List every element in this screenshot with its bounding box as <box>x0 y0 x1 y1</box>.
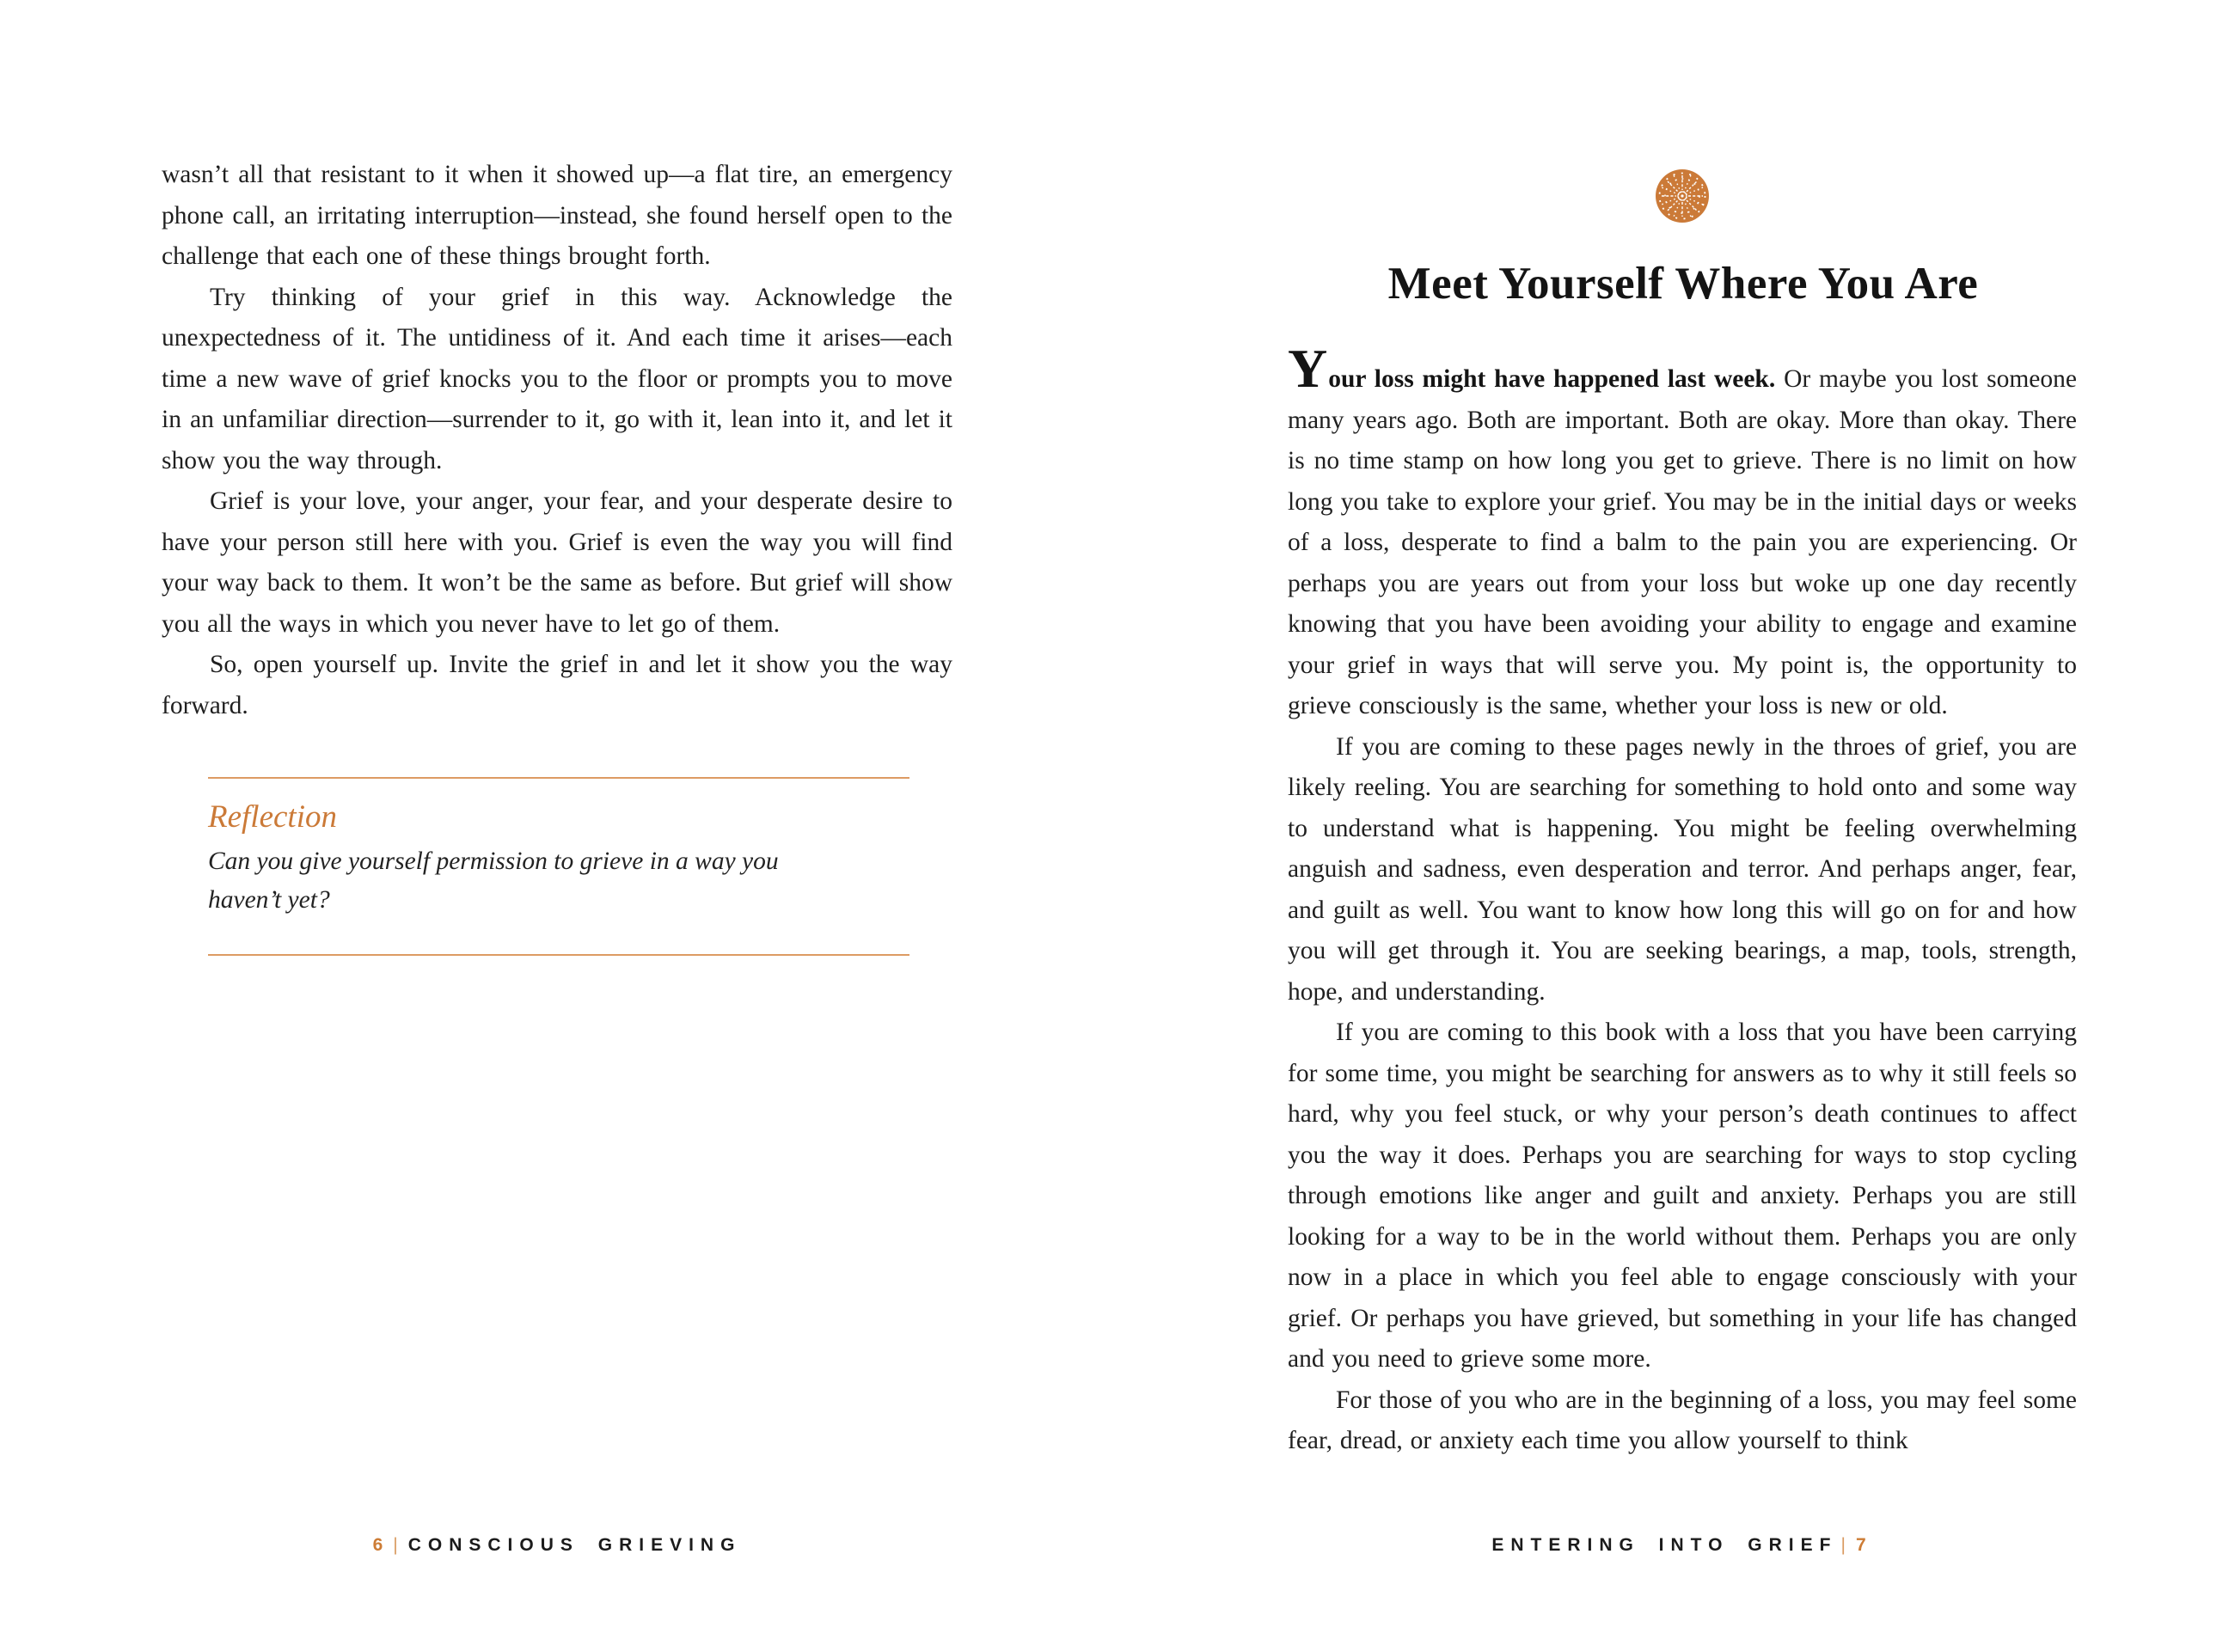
lead-paragraph <box>1288 338 2077 727</box>
paragraph: Try thinking of your grief in this way. Acknowledge the unexpectedness of it. The untidiness of it. And each time it arises—each time a new wave of grief knocks you to the floor or prompts you to move in an unfamiliar direction—surrender to it, go with it, lean into it, and let it show you the way through. <box>162 283 952 474</box>
left-page-body <box>162 155 952 726</box>
right-page-footer <box>1288 1535 2077 1556</box>
footer-separator: | <box>393 1535 405 1555</box>
footer-separator: | <box>1840 1535 1852 1555</box>
paragraph: If you are coming to these pages newly in the throes of grief, you are likely reeling. You are searching for something to hold onto and some way to understand what is happening. You might be feeling overwhelming anguish and sadness, even desperation and terror. And perhaps anger, fear, and guilt as well. You want to know how long this will go on for and how you will get through it. You are seeking bearings, a map, tools, strength, hope, and understanding. <box>1288 732 2077 1006</box>
paragraph: wasn’t all that resistant to it when it showed up—a flat tire, an emergency phone call, an irritating interruption—instead, she found herself open to the challenge that each one of these things brought forth. <box>162 161 952 270</box>
drop-cap: Y <box>1288 338 1329 399</box>
reflection-question: Can you give yourself permission to grieve in a way you haven’t yet? <box>208 847 779 914</box>
paragraph: If you are coming to this book with a loss that you have been carrying for some time, you might be searching for answers as to why it still feels so hard, why you feel stuck, or why your person’s death continues to affect you the way it does. Perhaps you are searching for ways to stop cycling through emotions like anger and guilt and anxiety. Perhaps you are still looking for a way to be in the world without them. Perhaps you are only now in a place in which you feel able to engage consciously with your grief. Or perhaps you have grieved, but something in your life has changed and you need to grieve some more. <box>1288 1019 2077 1373</box>
reflection-heading: Reflection <box>208 799 337 835</box>
running-title: CONSCIOUS GRIEVING <box>407 1535 742 1555</box>
bold-lead-in: our loss might have happened last week. <box>1328 365 1776 393</box>
right-page-body <box>1288 338 2077 1462</box>
chapter-title: Meet Yourself Where You Are <box>1387 259 1979 309</box>
page-number: 6 <box>372 1535 390 1555</box>
left-page-footer <box>162 1535 952 1556</box>
chapter-ornament <box>1288 168 2077 228</box>
paragraph: Grief is your love, your anger, your fear, and your desperate desire to have your person still here with you. Grief is even the way you will find your way back to them. It won’t be the same as before. But grief will show you all the ways in which you never have to let go of them. <box>162 487 952 638</box>
paragraph: For those of you who are in the beginning of a loss, you may feel some fear, dread, or anxiety each time you allow yourself to think <box>1288 1386 2077 1454</box>
lead-paragraph-text: Or maybe you lost someone many years ago. Both are important. Both are okay. More than okay. There is no time stamp on how long you get to grieve. There is no limit on how long you take to explore your grief. You may be in the initial days or weeks of a loss, desperate to find a balm to the pain you are experiencing. Or perhaps you are years out from your loss but woke up one day recently knowing that you have been avoiding your ability to engage and examine your grief in ways that will serve you. My point is, the opportunity to grieve consciously is the same, whether your loss is new or old. <box>1288 365 2077 719</box>
paragraph: So, open yourself up. Invite the grief in and let it show you the way forward. <box>162 651 952 719</box>
radial-sunburst-ornament-icon <box>1655 168 1710 223</box>
page-number: 7 <box>1855 1535 1873 1555</box>
reflection-box <box>208 777 909 956</box>
running-chapter-title: ENTERING INTO GRIEF <box>1491 1535 1838 1555</box>
